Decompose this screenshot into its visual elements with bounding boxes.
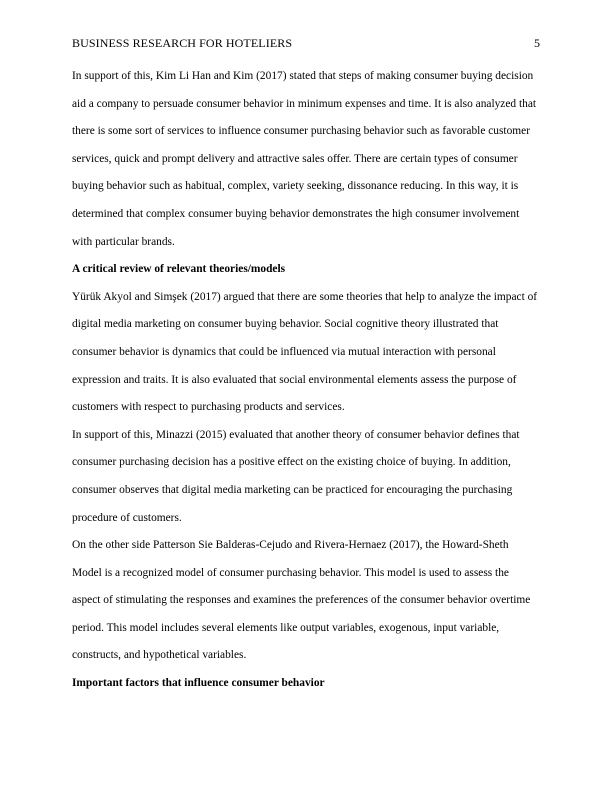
page-number: 5	[534, 36, 540, 50]
paragraph-social-cognitive-theory: Yürük Akyol and Simşek (2017) argued that there are some theories that help to analyze the impact of digital media marketing on consumer buying behavior. Social cognitive theory illustrated that consumer behavior is dynamics that could be influenced via mutual interaction with personal expression and traits. It is also evaluated that social environmental elements assess the purpose of customers with respect to purchasing products and services.	[72, 290, 538, 414]
paragraph-minazzi-theory: In support of this, Minazzi (2015) evaluated that another theory of consumer behavior defines that consumer purchasing decision has a positive effect on the existing choice of buying. In addition, consumer observes that digital media marketing can be practiced for encouraging the purchasing procedure of customers.	[72, 428, 520, 524]
body-text	[72, 63, 540, 698]
paragraph-howard-sheth-model: On the other side Patterson Sie Balderas-Cejudo and Rivera-Hernaez (2017), the Howard-Sheth Model is a recognized model of consumer purchasing behavior. This model is used to assess the aspect of stimulating the responses and examines the preferences of the consumer behavior overtime period. This model includes several elements like output variables, exogenous, input variable, constructs, and hypothetical variables.	[72, 539, 531, 662]
running-head: BUSINESS RESEARCH FOR HOTELIERS	[72, 36, 293, 50]
section-heading-theories: A critical review of relevant theories/models	[72, 263, 286, 276]
section-heading-factors: Important factors that influence consumer behavior	[72, 677, 325, 690]
paragraph-consumer-buying-decision: In support of this, Kim Li Han and Kim (2017) stated that steps of making consumer buying decision aid a company to persuade consumer behavior in minimum expenses and time. It is also analyzed that there is some sort of services to influence consumer purchasing behavior such as favorable customer services, quick and prompt delivery and attractive sales offer. There are certain types of consumer buying behavior such as habitual, complex, variety seeking, dissonance reducing. In this way, it is determined that complex consumer buying behavior demonstrates the high consumer involvement with particular brands.	[72, 70, 537, 248]
